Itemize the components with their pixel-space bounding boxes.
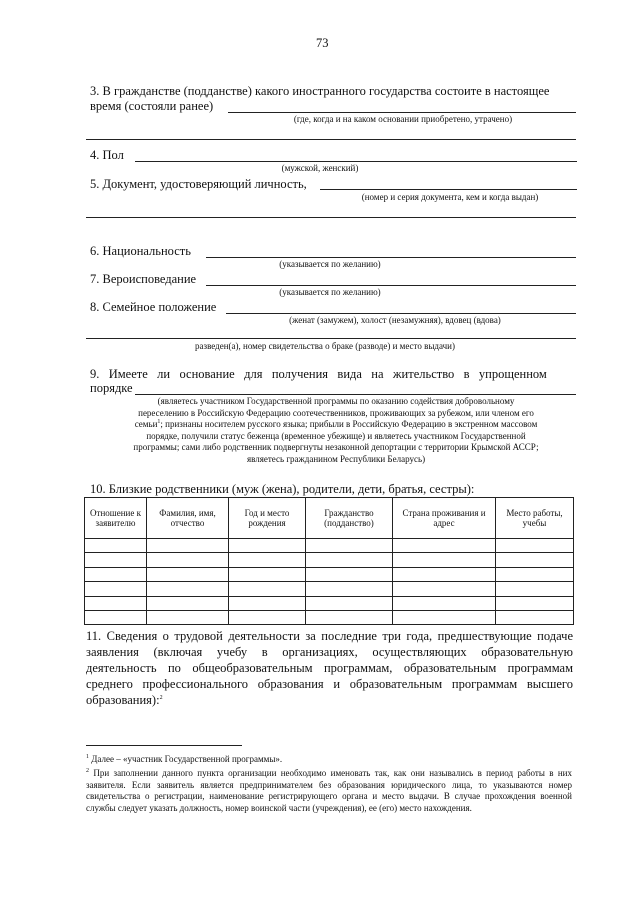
footnote-2-text: При заполнении данного пункта организации необходимо именовать так, как они назывались в период работы в них заявителя. Если заявитель является предпринимателем без образования юридического лица, то указываются номер свидетельства о регистрации, наименование регистрирующего органа и место выдачи. В случае прохождения военной службы следует указать должность, номер воинской части (учреждения), ее (его) место нахождения.: [86, 768, 572, 814]
q9-note-line: [86, 419, 586, 431]
table-cell[interactable]: [229, 582, 306, 596]
table-cell[interactable]: [85, 610, 147, 624]
header-citizenship: Гражданство (подданство): [306, 498, 393, 539]
table-row: [85, 567, 574, 581]
table-cell[interactable]: [85, 567, 147, 581]
table-cell[interactable]: [229, 596, 306, 610]
q8-fill-line-2[interactable]: [86, 338, 576, 339]
q3-fill-line[interactable]: [228, 112, 576, 113]
table-cell[interactable]: [147, 596, 229, 610]
table-cell[interactable]: [147, 553, 229, 567]
table-row: [85, 610, 574, 624]
table-cell[interactable]: [147, 582, 229, 596]
page-number: 73: [316, 36, 329, 50]
table-cell[interactable]: [85, 596, 147, 610]
q8-caption-1: (женат (замужем), холост (незамужняя), вдовец (вдова): [289, 315, 501, 325]
header-birth: Год и место рождения: [229, 498, 306, 539]
table-cell[interactable]: [229, 539, 306, 553]
table-cell[interactable]: [85, 553, 147, 567]
table-row: [85, 539, 574, 553]
header-residence: Страна проживания и адрес: [393, 498, 496, 539]
table-cell[interactable]: [85, 539, 147, 553]
q7-caption: (указывается по желанию): [279, 287, 381, 297]
table-row: [85, 582, 574, 596]
table-cell[interactable]: [306, 596, 393, 610]
table-cell[interactable]: [393, 539, 496, 553]
q5-fill-line[interactable]: [320, 189, 577, 190]
footnote-1-text: Далее – «участник Государственной программы».: [91, 754, 283, 764]
table-cell[interactable]: [393, 610, 496, 624]
q9-line1: 9. Имеете ли основание для получения вида на жительство в упрощенном: [90, 367, 547, 381]
q11-text: образования):: [86, 693, 160, 707]
q9-note-line: (являетесь участником Государственной программы по оказанию содействия добровольному: [157, 396, 515, 406]
table-cell[interactable]: [306, 567, 393, 581]
q11-line: 11. Сведения о трудовой деятельности за последние три года, предшествующие подаче: [86, 629, 573, 643]
table-cell[interactable]: [496, 596, 574, 610]
q7-fill-line[interactable]: [206, 285, 576, 286]
q5-fill-line-2[interactable]: [86, 217, 576, 218]
q3-caption: (где, когда и на каком основании приобретено, утрачено): [293, 114, 513, 124]
q9-note: [86, 396, 586, 465]
q5-caption: (номер и серия документа, кем и когда выдан): [361, 192, 539, 202]
table-cell[interactable]: [147, 610, 229, 624]
q4-caption: (мужской, женский): [281, 163, 359, 173]
table-cell[interactable]: [147, 539, 229, 553]
q9-note-line: порядке, получили статус беженца (временное убежище) и являетесь участником Государственной: [146, 430, 526, 441]
table-cell[interactable]: [393, 596, 496, 610]
q9-note-line: переселению в Российскую Федерацию соотечественников, проживающих за рубежом, или членом его: [138, 407, 534, 418]
q8-fill-line[interactable]: [226, 313, 576, 314]
q9-note-text: семьи$^1$; признаны носителем русского языка; прибыли в Российскую Федерацию в экстренном массовом: [134, 419, 538, 429]
relatives-table-body: [85, 539, 574, 625]
q8-caption-2: разведен(а), номер свидетельства о браке (разводе) и место выдачи): [195, 341, 455, 351]
table-cell[interactable]: [306, 610, 393, 624]
q11-line: деятельность по общеобразовательным программам, образовательным программам: [86, 661, 573, 675]
q6-caption: (указывается по желанию): [279, 259, 381, 269]
header-work: Место работы, учебы: [496, 498, 574, 539]
q11-line: среднего профессионального образования и образовательным программам высшего: [86, 677, 573, 691]
q6-fill-line[interactable]: [206, 257, 576, 258]
table-cell[interactable]: [496, 567, 574, 581]
table-cell[interactable]: [393, 567, 496, 581]
relatives-table: [84, 497, 574, 625]
q6-label: 6. Национальность: [90, 244, 191, 258]
q8-label: 8. Семейное положение: [90, 300, 217, 314]
header-relation: Отношение к заявителю: [85, 498, 147, 539]
q11-line-last: [86, 692, 573, 708]
q9-note-line: программы; сами либо родственник подвергнуты незаконной депортации с территории Крымской АССР;: [133, 442, 539, 452]
q11-footnote-ref: 2: [159, 694, 163, 701]
footnote-2-mark: 2: [86, 768, 89, 774]
table-cell[interactable]: [229, 553, 306, 567]
q9-line2: порядке: [90, 381, 133, 395]
table-cell[interactable]: [306, 582, 393, 596]
table-cell[interactable]: [306, 553, 393, 567]
q3-line1: 3. В гражданстве (подданстве) какого иностранного государства состоите в настоящее: [90, 84, 550, 98]
table-cell[interactable]: [496, 582, 574, 596]
table-cell[interactable]: [85, 582, 147, 596]
table-row: [85, 553, 574, 567]
table-cell[interactable]: [393, 553, 496, 567]
q5-label: 5. Документ, удостоверяющий личность,: [90, 177, 307, 191]
footnote-1: [86, 754, 572, 766]
footnote-separator: [86, 745, 242, 746]
table-cell[interactable]: [306, 539, 393, 553]
q11-paragraph: [86, 628, 573, 708]
table-header-row: [85, 498, 574, 539]
header-name: Фамилия, имя, отчество: [147, 498, 229, 539]
q4-label: 4. Пол: [90, 148, 124, 162]
footnote-1-mark: 1: [86, 754, 89, 760]
q9-footnote-ref: 1: [157, 419, 161, 425]
table-cell[interactable]: [393, 582, 496, 596]
q7-label: 7. Вероисповедание: [90, 272, 197, 286]
q4-fill-line[interactable]: [135, 161, 577, 162]
table-cell[interactable]: [496, 539, 574, 553]
q10-title: 10. Близкие родственники (муж (жена), родители, дети, братья, сестры):: [90, 482, 475, 496]
footnote-2: [86, 768, 572, 815]
q9-note-line: являетесь гражданином Республики Беларусь): [246, 453, 426, 464]
table-cell[interactable]: [147, 567, 229, 581]
table-cell[interactable]: [229, 610, 306, 624]
table-cell[interactable]: [496, 553, 574, 567]
table-cell[interactable]: [496, 610, 574, 624]
q11-line: заявления (включая учебу в организациях, осуществляющих образовательную: [86, 645, 573, 659]
q9-fill-line[interactable]: [135, 394, 576, 395]
table-row: [85, 596, 574, 610]
q3-line2: время (состояли ранее): [90, 99, 214, 113]
q3-fill-line-2[interactable]: [86, 139, 576, 140]
table-cell[interactable]: [229, 567, 306, 581]
